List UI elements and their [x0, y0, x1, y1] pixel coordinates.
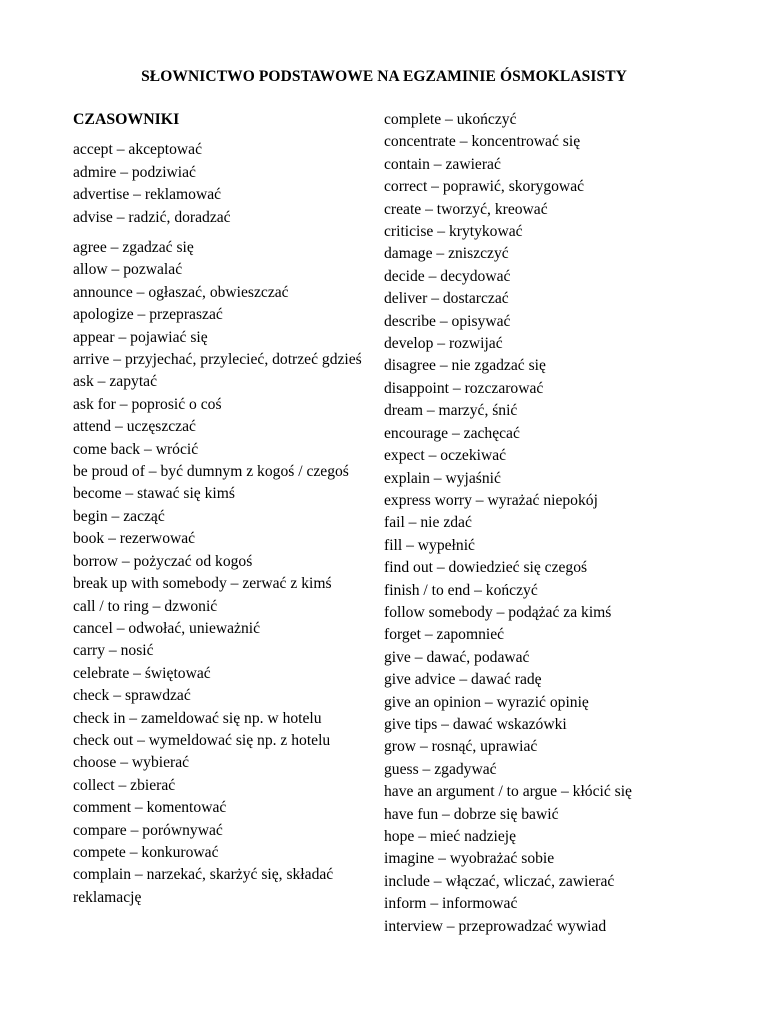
vocab-entry: damage – zniszczyć [384, 245, 509, 263]
vocab-entry: have an argument / to argue – kłócić się [384, 783, 632, 801]
vocab-entry: have fun – dobrze się bawić [384, 805, 559, 823]
vocab-entry: compete – konkurować [73, 843, 219, 861]
vocab-entry: describe – opisywać [384, 312, 511, 330]
vocab-entry: criticise – krytykować [384, 223, 523, 241]
vocab-entry: arrive – przyjechać, przylecieć, dotrzeć gdzieś [73, 351, 362, 369]
vocab-entry: break up with somebody – zerwać z kimś [73, 575, 332, 593]
vocab-entry: give advice – dawać radę [384, 671, 542, 689]
right-entries-list [384, 109, 768, 938]
vocab-entry: check in – zameldować się np. w hotelu [73, 709, 322, 727]
vocab-entry: be proud of – być dumnym z kogoś / czegoś [73, 463, 349, 481]
vocab-entry: compare – porównywać [73, 821, 223, 839]
left-column [73, 109, 381, 909]
vocab-entry: check – sprawdzać [73, 687, 191, 705]
vocab-entry: hope – mieć nadzieję [384, 828, 517, 845]
vocab-entry: accept – akceptować [73, 141, 202, 159]
vocab-entry: complain – narzekać, skarżyć się, składać reklamację [73, 866, 334, 906]
vocab-entry: grow – rosnąć, uprawiać [384, 738, 538, 756]
vocab-entry: concentrate – koncentrować się [384, 133, 581, 151]
vocab-entry: borrow – pożyczać od kogoś [73, 552, 253, 570]
vocab-entry: fill – wypełnić [384, 536, 475, 554]
vocab-entry: find out – dowiedzieć się czegoś [384, 559, 588, 577]
vocab-entry: advise – radzić, doradzać [73, 208, 231, 226]
vocab-entry: appear – pojawiać się [73, 328, 208, 346]
vocab-entry: check out – wymeldować się np. z hotelu [73, 731, 331, 749]
vocab-entry: celebrate – świętować [73, 664, 211, 682]
vocab-entry: admire – podziwiać [73, 163, 196, 181]
vocab-entry: disagree – nie zgadzać się [384, 357, 546, 375]
vocab-entry: fail – nie zdać [384, 514, 472, 532]
vocab-entry: encourage – zachęcać [384, 424, 520, 442]
vocab-entry: become – stawać się kimś [73, 485, 235, 503]
vocab-entry: create – tworzyć, kreować [384, 200, 548, 218]
vocab-entry: give – dawać, podawać [384, 648, 530, 666]
right-column [384, 109, 768, 938]
vocab-entry: attend – uczęszczać [73, 418, 196, 436]
vocab-entry: disappoint – rozczarować [384, 379, 544, 397]
vocab-entry: correct – poprawić, skorygować [384, 178, 585, 196]
vocab-entry: call / to ring – dzwonić [73, 597, 218, 615]
vocab-entry: follow somebody – podążać za kimś [384, 603, 612, 621]
vocab-entry: announce – ogłaszać, obwieszczać [73, 283, 289, 301]
vocab-entry: inform – informować [384, 895, 518, 913]
vocab-entry: ask – zapytać [73, 373, 157, 391]
vocab-entry: dream – marzyć, śnić [384, 402, 518, 420]
vocab-entry: imagine – wyobrażać sobie [384, 850, 555, 868]
vocab-entry: agree – zgadzać się [73, 239, 194, 257]
vocab-entry: begin – zacząć [73, 507, 165, 525]
vocab-entry: complete – ukończyć [384, 111, 517, 128]
vocab-entry: apologize – przepraszać [73, 306, 223, 324]
vocab-entry: include – włączać, wliczać, zawierać [384, 872, 615, 890]
vocab-entry: express worry – wyrażać niepokój [384, 491, 598, 509]
vocab-entry: deliver – dostarczać [384, 290, 509, 308]
vocab-entry: forget – zapomnieć [384, 626, 505, 644]
vocab-entry: advertise – reklamować [73, 186, 222, 204]
vocab-entry: carry – nosić [73, 642, 154, 660]
left-entries-list [73, 139, 381, 909]
vocab-entry: interview – przeprowadzać wywiad [384, 917, 607, 935]
vocab-entry: collect – zbierać [73, 776, 176, 794]
vocab-entry: book – rezerwować [73, 530, 196, 548]
vocab-entry: finish / to end – kończyć [384, 581, 538, 599]
vocab-entry: give an opinion – wyrazić opinię [384, 693, 589, 711]
document-title: SŁOWNICTWO PODSTAWOWE NA EGZAMINIE ÓSMOKLASISTY [141, 68, 627, 85]
vocab-entry: comment – komentować [73, 799, 227, 817]
vocab-entry: explain – wyjaśnić [384, 469, 501, 487]
vocab-entry: allow – pozwalać [73, 261, 183, 279]
vocab-entry: choose – wybierać [73, 754, 190, 772]
vocab-entry: guess – zgadywać [384, 760, 497, 778]
vocab-entry: give tips – dawać wskazówki [384, 715, 567, 733]
vocab-entry: develop – rozwijać [384, 335, 503, 353]
vocab-entry: come back – wrócić [73, 440, 199, 458]
section-heading-verbs: CZASOWNIKI [73, 111, 180, 128]
vocab-entry: ask for – poprosić o coś [73, 395, 222, 413]
vocab-entry: contain – zawierać [384, 155, 501, 173]
vocab-entry: cancel – odwołać, unieważnić [73, 619, 261, 637]
vocab-entry: expect – oczekiwać [384, 447, 507, 465]
vocab-entry: decide – decydować [384, 267, 511, 285]
